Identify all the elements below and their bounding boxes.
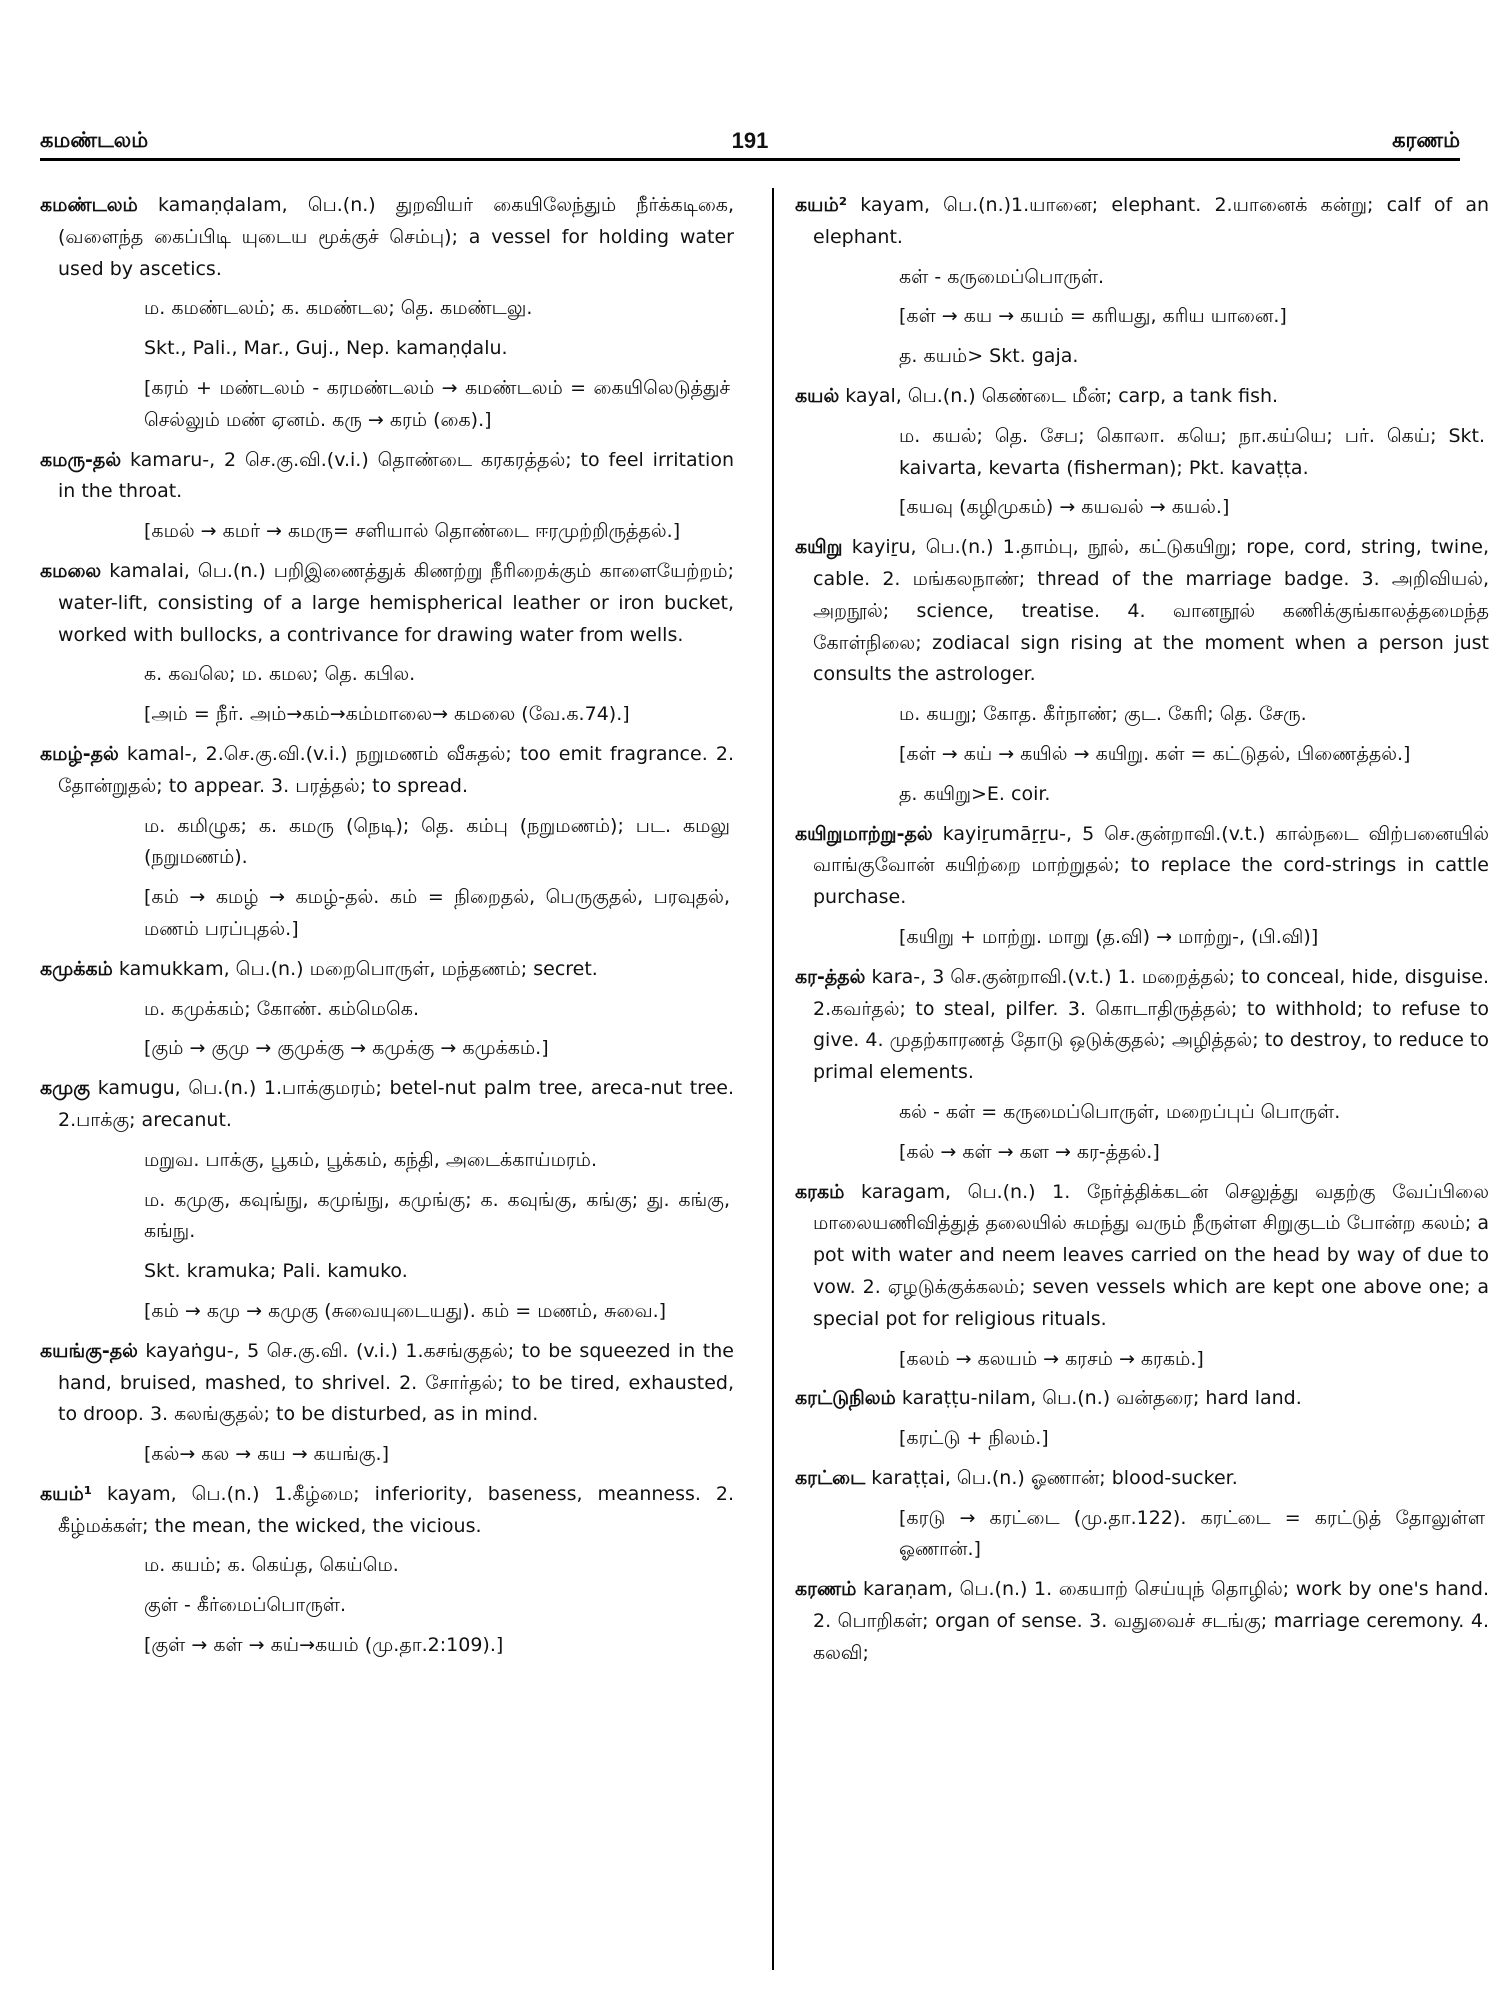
dictionary-entry bbox=[795, 819, 1489, 914]
cognate-etymology-line: [கரடு → கரட்டை (மு.தா.122). கரட்டை = கரட்டுத் தோலுள்ள ஓணான்.] bbox=[899, 1506, 1485, 1561]
cognate-etymology-line: [குள் → கள் → கய்→கயம் (மு.தா.2:109).] bbox=[144, 1634, 504, 1657]
dictionary-entry bbox=[40, 1336, 734, 1431]
cognate-etymology-line: Skt., Pali., Mar., Guj., Nep. kamaṇḍalu. bbox=[144, 337, 508, 360]
definition-text: kayiṟu, பெ.(n.) 1.தாம்பு, நூல், கட்டுகயிறு; rope, cord, string, twine, cable. 2. மங்கலநாண்; thread of the marriage badge. 3. அறிவியல், அறநூல்; science, treatise. 4. வானநூல் கணிக்குங்காலத்தமைந்த கோள்நிலை; zodiacal sign rising at the moment when a person just consults the astrologer. bbox=[813, 536, 1489, 686]
cognate-etymology-line: Skt. kramuka; Pali. kamuko. bbox=[144, 1260, 408, 1283]
cognate-etymology-line: [கயவு (கழிமுகம்) → கயவல் → கயல்.] bbox=[899, 496, 1230, 519]
header-left-word: கமண்டலம் bbox=[40, 128, 149, 152]
cognate-etymology-line: [கல் → கள் → கள → கர-த்தல்.] bbox=[899, 1140, 1160, 1163]
definition-text: karaṇam, பெ.(n.) 1. கையாற் செய்யுந் தொழில்; work by one's hand. 2. பொறிகள்; organ of sense. 3. வதுவைச் சடங்கு; marriage ceremony. 4. கலவி; bbox=[813, 1578, 1489, 1664]
dictionary-entry bbox=[795, 1383, 1489, 1415]
headword: கயல் bbox=[795, 384, 840, 407]
cognate-etymology-line: குள் - கீர்மைப்பொருள். bbox=[144, 1594, 346, 1617]
cognate-etymology-line: கல் - கள் = கருமைப்பொருள், மறைப்புப் பொருள். bbox=[899, 1100, 1341, 1123]
cognate-etymology-line: [கம் → கமழ் → கமழ்-தல். கம் = நிறைதல், பெருகுதல், பரவுதல், மணம் பரப்புதல்.] bbox=[144, 886, 730, 940]
dictionary-entry bbox=[795, 381, 1489, 413]
cognate-etymology-line: [கலம் → கலயம் → கரசம் → கரகம்.] bbox=[899, 1347, 1204, 1370]
headword: கயிறுமாற்று-தல் bbox=[795, 822, 933, 845]
dictionary-entry bbox=[795, 1177, 1489, 1336]
headword: கமலை bbox=[40, 559, 102, 582]
cognate-etymology-line: ம. கமிழுக; க. கமரு (நெடி); தெ. கம்பு (நறுமணம்); பட. கமலு (நறுமணம்). bbox=[144, 814, 730, 869]
cognate-etymology-line: [கள் → கய் → கயில் → கயிறு. கள் = கட்டுதல், பிணைத்தல்.] bbox=[899, 742, 1411, 765]
right-column bbox=[795, 190, 1489, 1678]
headword: கயம்¹ bbox=[40, 1482, 93, 1505]
definition-text: kamal-, 2.செ.கு.வி.(v.i.) நறுமணம் வீசுதல்; too emit fragrance. 2. தோன்றுதல்; to appear. 3. பரத்தல்; to spread. bbox=[58, 742, 734, 797]
definition-text: kamaru-, 2 செ.கு.வி.(v.i.) தொண்டை கரகரத்தல்; to feel irritation in the throat. bbox=[58, 448, 734, 503]
definition-text: karaṭṭu-nilam, பெ.(n.) வன்தரை; hard land. bbox=[895, 1387, 1302, 1410]
definition-text: kayam, பெ.(n.) 1.கீழ்மை; inferiority, baseness, meanness. 2. கீழ்மக்கள்; the mean, the wicked, the vicious. bbox=[58, 1482, 734, 1537]
cognate-etymology-line: த. கயிறு>E. coir. bbox=[899, 782, 1051, 805]
cognate-etymology-line: [கரம் + மண்டலம் - கரமண்டலம் → கமண்டலம் = கையிலெடுத்துச் செல்லும் மண் ஏனம். கரு → கரம் (கை).] bbox=[144, 376, 730, 431]
headword: கமுகு bbox=[40, 1077, 91, 1100]
dictionary-entry bbox=[40, 954, 734, 986]
cognate-etymology-line: த. கயம்> Skt. gaja. bbox=[899, 345, 1079, 368]
definition-text: kamukkam, பெ.(n.) மறைபொருள், மந்தணம்; secret. bbox=[112, 957, 598, 980]
column-divider bbox=[772, 188, 774, 1970]
cognate-etymology-line: ம. கயம்; க. கெய்த, கெய்மெ. bbox=[144, 1554, 399, 1577]
dictionary-entry bbox=[40, 190, 734, 285]
dictionary-entry bbox=[795, 190, 1489, 254]
definition-text: kara-, 3 செ.குன்றாவி.(v.t.) 1. மறைத்தல்; to conceal, hide, disguise. 2.கவர்தல்; to steal, pilfer. 3. கொடாதிருத்தல்; to withhold; to refuse to give. 4. முதற்காரணத் தோடு ஒடுக்குதல்; அழித்தல்; to destroy, to reduce to primal elements. bbox=[813, 965, 1489, 1084]
dictionary-entry bbox=[40, 739, 734, 803]
cognate-etymology-line: ம. கமுக்கம்; கோண். கம்மெகெ. bbox=[144, 997, 419, 1020]
cognate-etymology-line: [கள் → கய → கயம் = கரியது, கரிய யானை.] bbox=[899, 305, 1287, 328]
dictionary-entry bbox=[795, 1574, 1489, 1669]
dictionary-entry bbox=[40, 1073, 734, 1137]
dictionary-entry bbox=[795, 532, 1489, 691]
headword: கரட்டை bbox=[795, 1466, 866, 1489]
definition-text: kayaṅgu-, 5 செ.கு.வி. (v.i.) 1.கசங்குதல்; to be squeezed in the hand, bruised, mashed, to shrivel. 2. சோர்தல்; to be tired, exhausted, to droop. 3. கலங்குதல்; to be disturbed, as in mind. bbox=[58, 1339, 734, 1426]
headword: கர-த்தல் bbox=[795, 965, 866, 988]
cognate-etymology-line: க. கவலெ; ம. கமல; தெ. கபில. bbox=[144, 663, 416, 686]
cognate-etymology-line: [கயிறு + மாற்று. மாறு (த.வி) → மாற்று-, (பி.வி)] bbox=[899, 925, 1319, 948]
headword: கயங்கு-தல் bbox=[40, 1339, 138, 1362]
cognate-etymology-line: [கரட்டு + நிலம்.] bbox=[899, 1427, 1049, 1450]
definition-text: kamaṇḍalam, பெ.(n.) துறவியர் கையிலேந்தும் நீர்க்கடிகை, (வளைந்த கைப்பிடி யுடைய மூக்குச் செம்பு); a vessel for holding water used by ascetics. bbox=[58, 194, 734, 280]
definition-text: kamugu, பெ.(n.) 1.பாக்குமரம்; betel-nut palm tree, areca-nut tree. 2.பாக்கு; arecanut. bbox=[58, 1077, 734, 1131]
cognate-etymology-line: ம. கயறு; கோத. கீர்நாண்; குட. கேரி; தெ. சேரு. bbox=[899, 703, 1307, 726]
page-header bbox=[40, 128, 1460, 161]
headword: கரகம் bbox=[795, 1180, 845, 1203]
definition-text: kayal, பெ.(n.) கெண்டை மீன்; carp, a tank fish. bbox=[839, 384, 1279, 407]
cognate-etymology-line: [கும் → குமு → குமுக்கு → கமுக்கு → கமுக்கம்.] bbox=[144, 1037, 549, 1060]
cognate-etymology-line: [அம் = நீர். அம்→கம்→கம்மாலை→ கமலை (வே.க.74).] bbox=[144, 703, 630, 726]
headword: கமண்டலம் bbox=[40, 194, 138, 216]
cognate-etymology-line: ம. கயல்; தெ. சேப; கொலா. கயெ; நா.கய்யெ; பர். கெய்; Skt. kaivarta, kevarta (fisherman); Pkt. kavaṭṭa. bbox=[899, 424, 1485, 479]
cognate-etymology-line: கள் - கருமைப்பொருள். bbox=[899, 265, 1105, 288]
cognate-etymology-line: ம. கமுகு, கவுங்நு, கமுங்நு, கமுங்கு; க. கவுங்கு, கங்கு; து. கங்கு, கங்நு. bbox=[144, 1188, 730, 1243]
headword: கரட்டுநிலம் bbox=[795, 1387, 896, 1410]
cognate-etymology-line: ம. கமண்டலம்; க. கமண்டல; தெ. கமண்டலு. bbox=[144, 297, 533, 320]
dictionary-entry bbox=[40, 1479, 734, 1543]
definition-text: kamalai, பெ.(n.) பறிஇணைத்துக் கிணற்று நீரிறைக்கும் காளையேற்றம்; water-lift, consisting of a large hemispherical leather or iron bucket, worked with bullocks, a contrivance for drawing water from wells. bbox=[58, 559, 734, 646]
cognate-etymology-line: [கமல் → கமர் → கமரு= சளியால் தொண்டை ஈரமுற்றிருத்தல்.] bbox=[144, 520, 681, 543]
cognate-etymology-line: மறுவ. பாக்கு, பூகம், பூக்கம், கந்தி, அடைக்காய்மரம். bbox=[144, 1148, 598, 1171]
definition-text: kayiṟumāṟṟu-, 5 செ.குன்றாவி.(v.t.) கால்நடை விற்பனையில் வாங்குவோன் கயிற்றை மாற்றுதல்; to replace the cord-strings in cattle purchase. bbox=[813, 822, 1489, 909]
definition-text: karagam, பெ.(n.) 1. நேர்த்திக்கடன் செலுத்து வதற்கு வேப்பிலை மாலையணிவித்துத் தலையில் சுமந்து வரும் நீருள்ள சிறுகுடம் போன்ற கலம்; a pot with water and neem leaves carried on the head by way of due to vow. 2. ஏழடுக்குக்கலம்; seven vessels which are kept one above one; a special pot for religious rituals. bbox=[813, 1180, 1489, 1330]
cognate-etymology-line: [கல்→ கல → கய → கயங்கு.] bbox=[144, 1443, 389, 1466]
dictionary-entry bbox=[40, 445, 734, 509]
dictionary-entry bbox=[795, 1463, 1489, 1495]
dictionary-entry bbox=[795, 962, 1489, 1089]
page-number: 191 bbox=[731, 128, 769, 153]
left-column bbox=[40, 190, 734, 1670]
headword: கமழ்-தல் bbox=[40, 742, 119, 765]
headword: கரணம் bbox=[795, 1578, 857, 1601]
headword: கயிறு bbox=[795, 536, 843, 559]
cognate-etymology-line: [கம் → கமு → கமுகு (சுவையுடையது). கம் = மணம், சுவை.] bbox=[144, 1299, 667, 1322]
headword: கமரு-தல் bbox=[40, 448, 122, 471]
definition-text: kayam, பெ.(n.)1.யானை; elephant. 2.யானைக் கன்று; calf of an elephant. bbox=[813, 194, 1489, 248]
definition-text: karaṭṭai, பெ.(n.) ஓணான்; blood-sucker. bbox=[865, 1466, 1238, 1489]
dictionary-entry bbox=[40, 556, 734, 651]
header-right-word: கரணம் bbox=[1392, 128, 1460, 152]
headword: கயம்² bbox=[795, 194, 848, 216]
headword: கமுக்கம் bbox=[40, 957, 113, 980]
